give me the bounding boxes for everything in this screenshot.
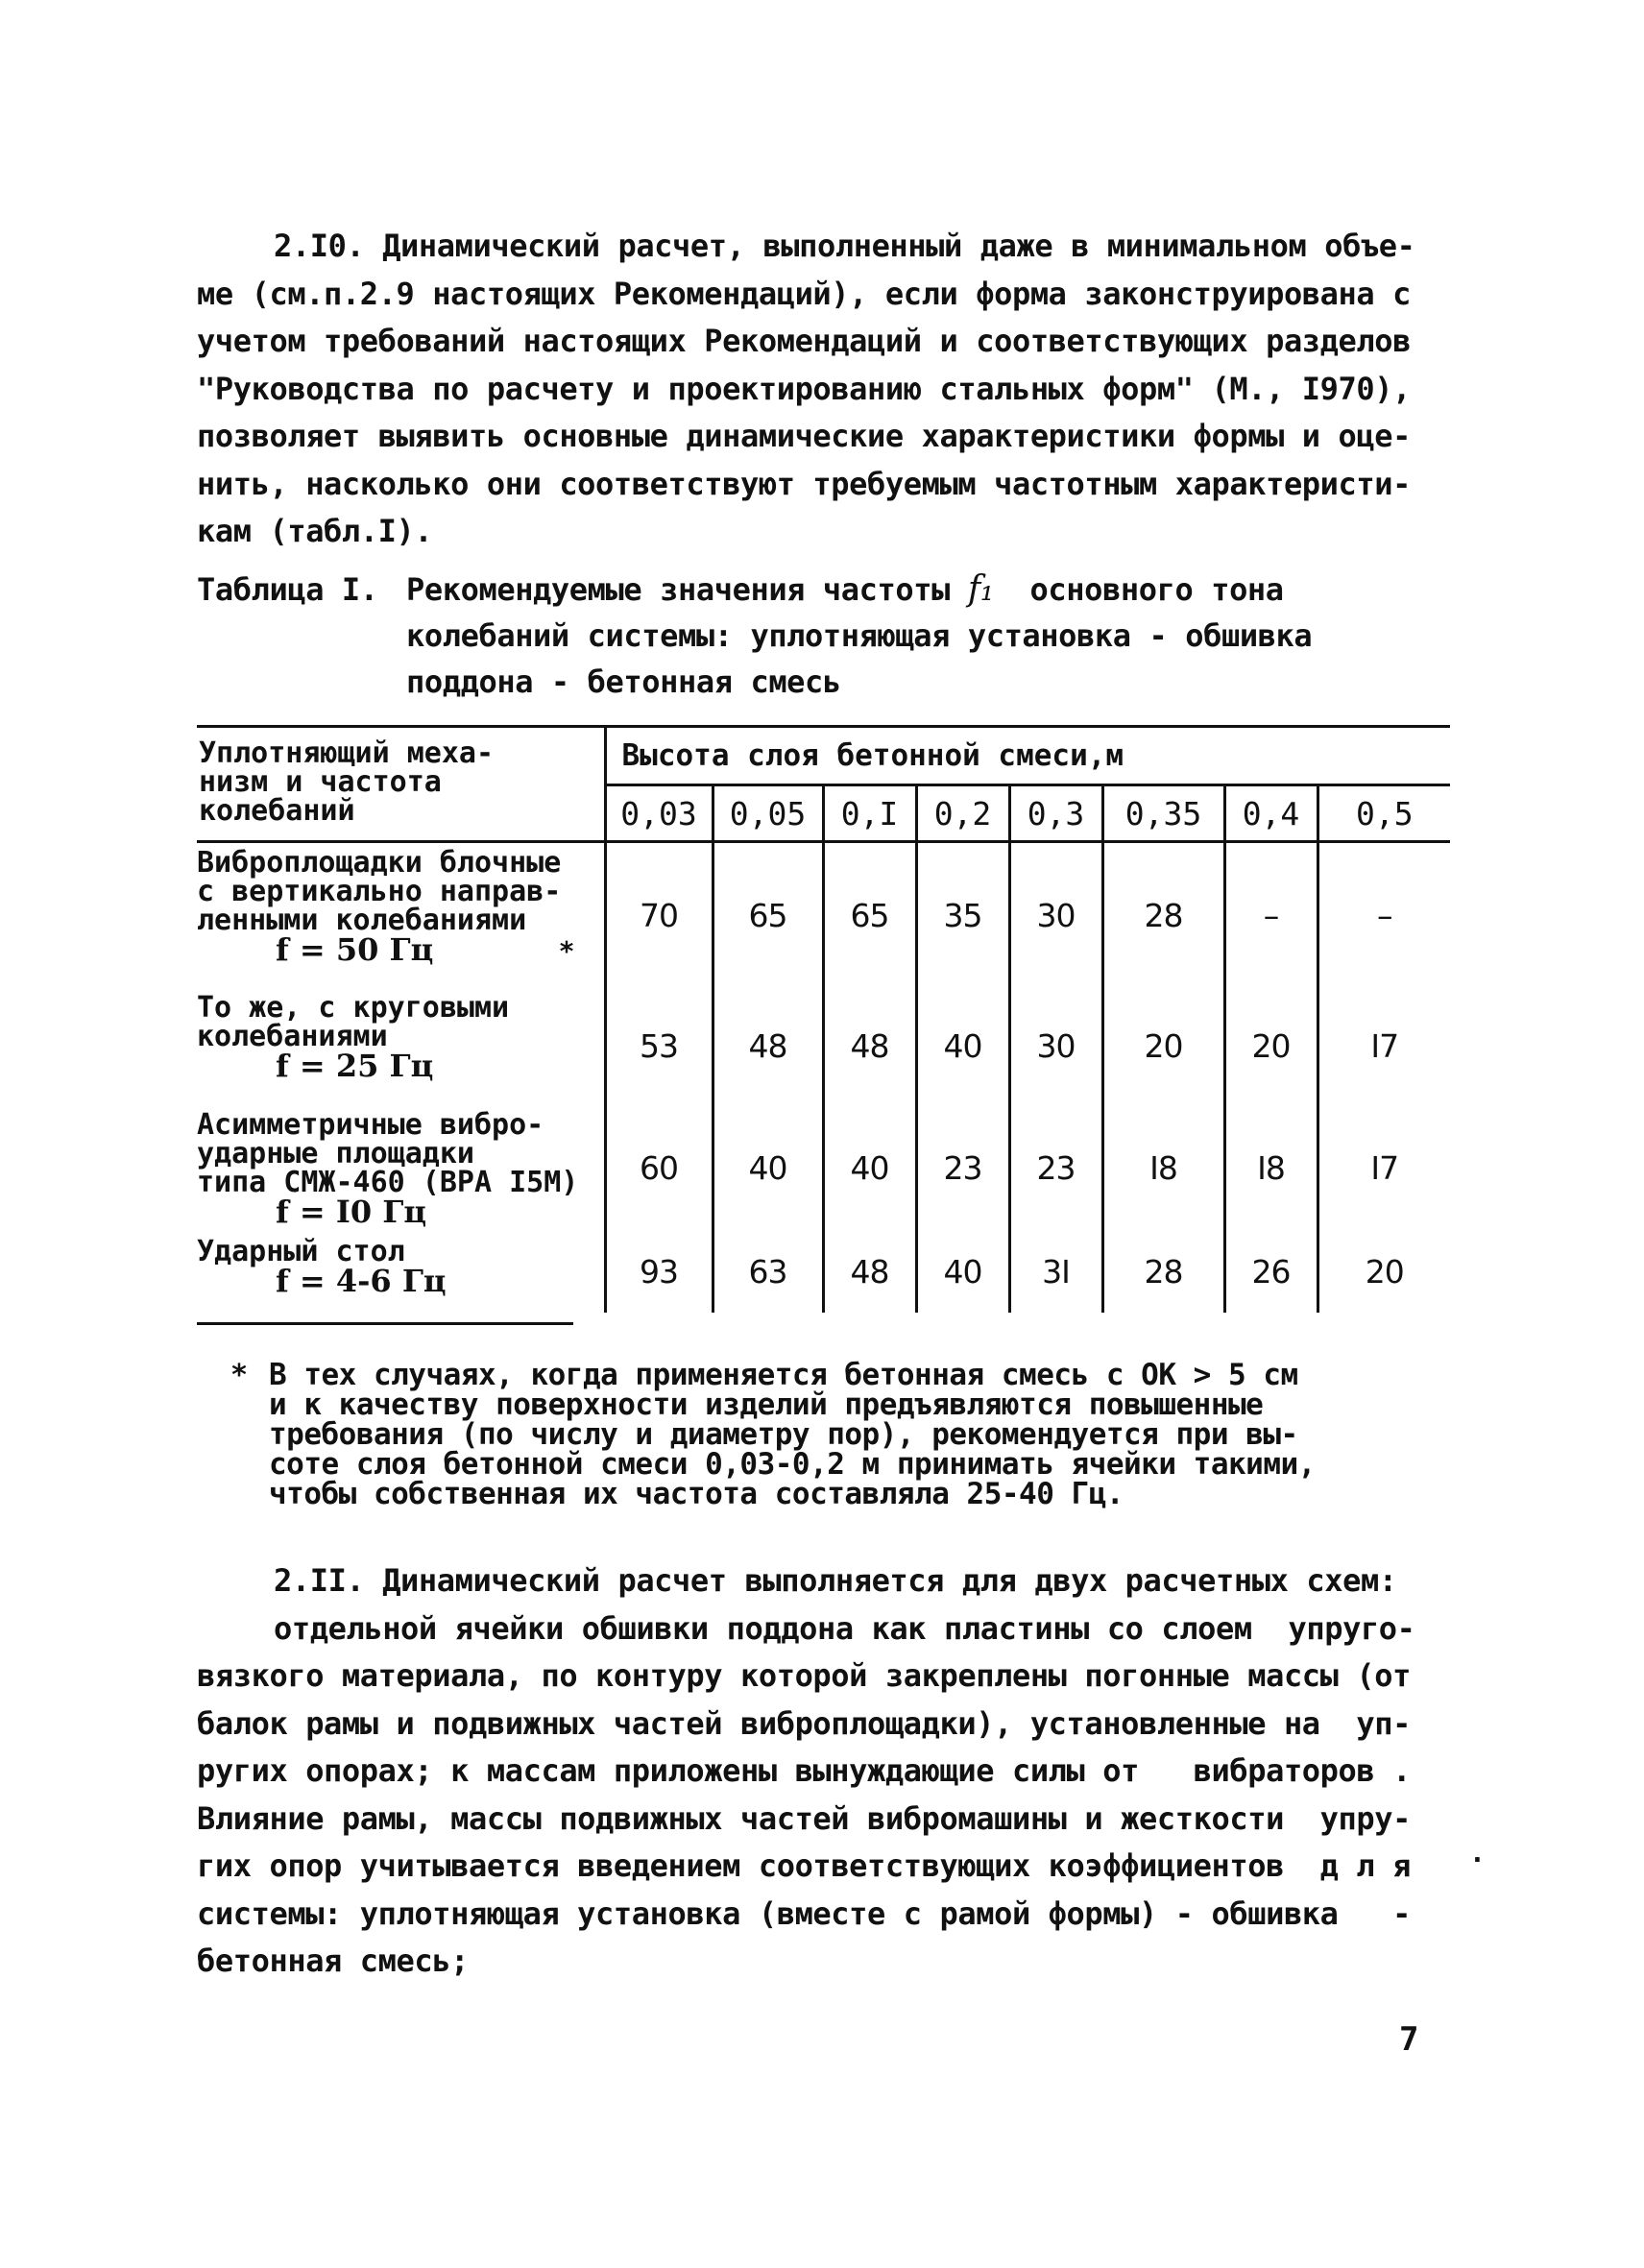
table-cell: 20 [1102, 988, 1224, 1105]
footnote-line: чтобы собственная их частота составляла 25-40 Гц. [269, 1477, 1124, 1511]
table-cell: 28 [1102, 1232, 1224, 1313]
table-caption [197, 567, 1349, 705]
paragraph-line: "Руководства по расчету и проектированию стальных форм" (М., I970), [197, 370, 1411, 407]
table-cell: 65 [713, 842, 823, 988]
paragraph-line: ме (см.п.2.9 настоящих Рекомендаций), если форма законструирована с [197, 275, 1411, 312]
paragraph-line: системы: уплотняющая установка (вместе с рамой формы) - обшивка - [197, 1894, 1411, 1932]
paragraph-line: Влияние рамы, массы подвижных частей вибромашины и жесткости упру- [197, 1799, 1411, 1837]
row-label [197, 842, 605, 988]
table-cell: 23 [916, 1105, 1009, 1232]
row-label-line: Виброплощадки блочные [197, 846, 562, 880]
paragraph-line: отдельной ячейки обшивки поддона как пластины со слоем упруго- [274, 1609, 1415, 1647]
paragraph-line: ругих опорах; к массам приложены вынуждающие силы от вибраторов . [197, 1752, 1411, 1789]
row-label-line: То же, с круговыми [197, 990, 510, 1025]
caption-text: основного тона [993, 571, 1284, 608]
paragraph-line: бетонная смесь; [197, 1942, 469, 1979]
column-header: 0,2 [916, 785, 1009, 842]
row-label-line: ударные площадки [197, 1136, 474, 1170]
table-cell: 30 [1009, 988, 1102, 1105]
margin-mark: · [1469, 1844, 1486, 1875]
table-header-row [197, 727, 1450, 785]
table-cell: 26 [1224, 1232, 1318, 1313]
column-header: 0,05 [713, 785, 823, 842]
paragraph-line: нить, насколько они соответствуют требуемым частотным характеристи- [197, 465, 1411, 502]
table-cell: 40 [916, 1232, 1009, 1313]
paragraph-line: кам (табл.I). [197, 513, 433, 549]
row-label-line: ленными колебаниями [197, 904, 527, 937]
paragraph-line: балок рамы и подвижных частей виброплощадки), установленные на уп- [197, 1704, 1411, 1742]
row-label-line: с вертикально направ- [197, 875, 562, 908]
caption-line-3: поддона - бетонная смесь [406, 664, 841, 700]
row-label [197, 1105, 605, 1232]
footnote-line: соте слоя бетонной смеси 0,03-0,2 м принимать ячейки такими, [269, 1447, 1316, 1482]
corner-header-line: колебаний [199, 794, 355, 828]
table-cell: 35 [916, 842, 1009, 988]
row-frequency: f = I0 Гц [276, 1193, 426, 1230]
corner-header-line: низм и частота [199, 765, 442, 799]
table-row [197, 988, 1450, 1105]
frequency-table-grid [197, 725, 1450, 1313]
table-row [197, 842, 1450, 988]
column-header: 0,3 [1009, 785, 1102, 842]
column-header: 0,I [823, 785, 916, 842]
table-cell: 28 [1102, 842, 1224, 988]
height-header: Высота слоя бетонной смеси,м [605, 727, 1450, 785]
column-header: 0,5 [1318, 785, 1450, 842]
corner-header-line: Уплотняющий меха- [199, 736, 495, 770]
page-number: 7 [1399, 2020, 1419, 2059]
table-cell: 65 [823, 842, 916, 988]
footnote-line: В тех случаях, когда применяется бетонная смесь с ОК > 5 см [269, 1358, 1298, 1392]
paragraph-line: 2.I0. Динамический расчет, выполненный даже в минимальном объе- [274, 228, 1415, 264]
paragraph-line: позволяет выявить основные динамические характеристики формы и оце- [197, 418, 1411, 454]
row-label [197, 988, 605, 1105]
table-cell: 53 [605, 988, 713, 1105]
row-label-line: Ударный стол [197, 1234, 405, 1268]
row-frequency: f = 50 Гц [276, 931, 434, 968]
row-label-line: типа СМЖ-460 (ВРА I5М) [197, 1165, 579, 1199]
table-row [197, 1105, 1450, 1232]
footnote [230, 1358, 1450, 1511]
table-cell: I8 [1102, 1105, 1224, 1232]
paragraph-2-10 [197, 223, 1455, 556]
table-cell: I7 [1370, 1027, 1399, 1065]
table-cell: 30 [1009, 842, 1102, 988]
paragraph-line: гих опор учитывается введением соответствующих коэффициентов д л я [197, 1847, 1411, 1884]
table-cell: – [1224, 842, 1318, 988]
table-cell: 20 [1365, 1253, 1404, 1291]
paragraph-line: учетом требований настоящих Рекомендаций и соответствующих разделов [197, 323, 1411, 359]
table-cell: 93 [605, 1232, 713, 1313]
table-cell: 40 [916, 988, 1009, 1105]
frequency-symbol: f₁ [967, 569, 994, 609]
table-cell: 40 [823, 1105, 916, 1232]
caption-text: Рекомендуемые значения частоты [406, 571, 968, 608]
paragraph-line: 2.II. Динамический расчет выполняется для двух расчетных схем: [274, 1562, 1397, 1599]
caption-line-1 [197, 567, 1349, 613]
frequency-table [197, 725, 1450, 1325]
table-cell: 63 [713, 1232, 823, 1313]
paragraph-2-11 [197, 1557, 1455, 1986]
table-bottom-rule [197, 1322, 573, 1325]
table-cell: 40 [713, 1105, 823, 1232]
column-header: 0,4 [1224, 785, 1318, 842]
column-header: 0,03 [605, 785, 713, 842]
row-label [197, 1232, 605, 1313]
table-cell: 60 [605, 1105, 713, 1232]
row-frequency: f = 4-6 Гц [276, 1262, 447, 1299]
table-cell: 3I [1009, 1232, 1102, 1313]
table-label: Таблица I. [197, 571, 378, 608]
table-cell: I8 [1224, 1105, 1318, 1232]
table-cell: I7 [1370, 1149, 1399, 1187]
table-cell: 48 [823, 1232, 916, 1313]
column-header: 0,35 [1102, 785, 1224, 842]
footnote-line: и к качеству поверхности изделий предъявляются повышенные [269, 1387, 1264, 1422]
row-label-line: колебаниями [197, 1019, 388, 1053]
footnote-line: требования (по числу и диаметру пор), рекомендуется при вы- [269, 1417, 1298, 1452]
row-label-line: Асимметричные вибро- [197, 1107, 544, 1142]
table-cell: – [1377, 896, 1392, 934]
table-cell: 23 [1009, 1105, 1102, 1232]
footnote-marker: * [230, 1359, 248, 1392]
corner-header [197, 727, 605, 842]
table-cell: 48 [713, 988, 823, 1105]
table-cell: 20 [1224, 988, 1318, 1105]
footnote-marker: * [558, 935, 575, 967]
row-frequency: f = 25 Гц [276, 1047, 434, 1084]
table-row [197, 1232, 1450, 1313]
table-cell: 48 [823, 988, 916, 1105]
paragraph-line: вязкого материала, по контуру которой закреплены погонные массы (от [197, 1657, 1411, 1694]
caption-line-2: колебаний системы: уплотняющая установка - обшивка [406, 617, 1313, 654]
table-cell: 70 [605, 842, 713, 988]
